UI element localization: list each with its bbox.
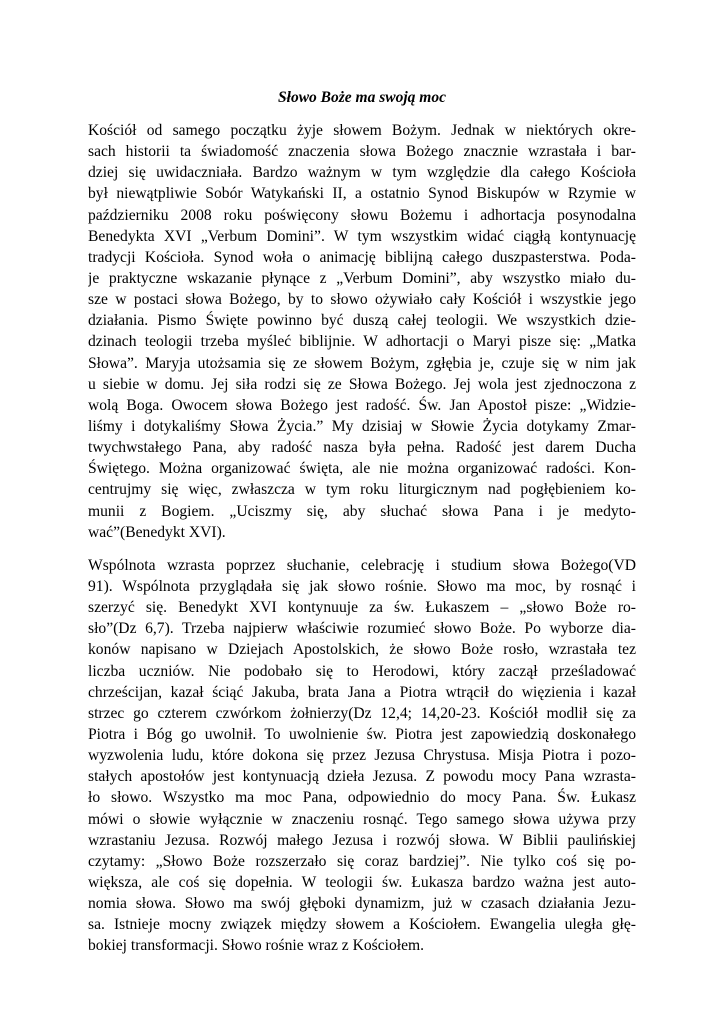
document-body xyxy=(88,120,636,956)
text-line: czytamy: „Słowo Boże rozszerzało się coraz bardziej”. Nie tylko coś się po- xyxy=(88,852,636,870)
text-line: Świętego. Można organizować święta, ale nie można organizować radości. Kon- xyxy=(88,460,636,478)
text-line: liśmy i dotykaliśmy Słowa Życia.” My dzisiaj w Słowie Życia dotykamy Zmar- xyxy=(88,417,636,435)
text-line: stałych apostołów jest kontynuacją dzieła Jezusa. Z powodu mocy Pana wzrasta- xyxy=(88,768,636,786)
text-line: wzrastaniu Jezusa. Rozwój małego Jezusa i rozwój słowa. W Biblii paulińskiej xyxy=(88,831,636,849)
text-line: sach historii ta świadomość znaczenia słowa Bożego znacznie wzrastała i bar- xyxy=(88,143,636,161)
text-line: Piotra i Bóg go uwolnił. To uwolnienie św. Piotra jest zapowiedzią doskonałego xyxy=(88,725,636,743)
text-line: twychwstałego Pana, aby radość nasza była pełna. Radość jest darem Ducha xyxy=(88,439,636,457)
text-line: strzec go czterem czwórkom żołnierzy(Dz 12,4; 14,20-23. Kościół modlił się za xyxy=(88,704,636,722)
text-line: centrujmy się więc, zwłaszcza w tym roku liturgicznym nad pogłębieniem ko- xyxy=(88,481,636,499)
text-line: sło”(Dz 6,7). Trzeba najpierw właściwie rozumieć słowo Boże. Po wyborze dia- xyxy=(88,620,636,638)
text-line: Benedykta XVI „Verbum Domini”. W tym wszystkim widać ciągłą kontynuację xyxy=(88,227,636,245)
text-line: większa, ale coś się dopełnia. W teologii św. Łukasza bardzo ważna jest auto- xyxy=(88,873,636,891)
text-line: sa. Istnieje mocny związek między słowem a Kościołem. Ewangelia uległa głę- xyxy=(88,916,636,934)
text-line: wyzwolenia ludu, które dokona się przez Jezusa Chrystusa. Misja Piotra i pozo- xyxy=(88,747,636,765)
text-line: bokiej transformacji. Słowo rośnie wraz z Kościołem. xyxy=(88,937,425,955)
text-line: munii z Bogiem. „Uciszmy się, aby słuchać słowa Pana i je medyto- xyxy=(88,502,636,520)
text-line: był niewątpliwie Sobór Watykański II, a ostatnio Synod Biskupów w Rzymie w xyxy=(88,185,636,203)
text-line: szerzyć się. Benedykt XVI kontynuuje za św. Łukaszem – „słowo Boże ro- xyxy=(88,599,636,617)
text-line: 91). Wspólnota przyglądała się jak słowo rośnie. Słowo ma moc, by rosnąć i xyxy=(88,577,636,595)
paragraph-2 xyxy=(88,555,636,957)
text-line: Kościół od samego początku żyje słowem Bożym. Jednak w niektórych okre- xyxy=(88,122,636,139)
text-line: wać”(Benedykt XVI). xyxy=(88,523,226,541)
text-line: sze w postaci słowa Bożego, by to słowo ożywiało cały Kościół i wszystkie jego xyxy=(88,291,636,309)
text-line: dzinach teologii trzeba myśleć biblijnie. W adhortacji o Maryi pisze się: „Matka xyxy=(88,333,636,351)
text-line: je praktyczne wskazanie płynące z „Verbum Domini”, aby wszystko miało du- xyxy=(88,269,636,287)
text-line: liczba uczniów. Nie podobało się to Herodowi, który zaczął prześladować xyxy=(88,662,636,680)
text-line: ło słowo. Wszystko ma moc Pana, odpowiednio do mocy Pana. Św. Łukasz xyxy=(88,789,636,807)
text-line: konów napisano w Dziejach Apostolskich, że słowo Boże rosło, wzrastała tez xyxy=(88,641,636,659)
text-line: Słowa”. Maryja utożsamia się ze słowem Bożym, zgłębia je, czuje się w nim jak xyxy=(88,354,636,372)
document-title: Słowo Boże ma swoją moc xyxy=(278,89,446,106)
text-line: chrześcijan, kazał ściąć Jakuba, brata Jana a Piotra wtrącił do więzienia i kazał xyxy=(88,683,636,701)
text-line: nomia słowa. Słowo ma swój głęboki dynamizm, już w czasach działania Jezu- xyxy=(88,895,636,913)
text-line: wolą Boga. Owocem słowa Bożego jest radość. Św. Jan Apostoł pisze: „Widzie- xyxy=(88,396,636,414)
text-line: u siebie w domu. Jej siła rodzi się ze Słowa Bożego. Jej wola jest zjednoczona z xyxy=(88,375,636,393)
text-line: październiku 2008 roku poświęcony słowu Bożemu i adhortacja posynodalna xyxy=(88,206,636,224)
text-line: działania. Pismo Święte powinno być duszą całej teologii. We wszystkich dzie- xyxy=(88,312,636,330)
text-line: dziej się uwidaczniała. Bardzo ważnym w tym względzie dla całego Kościoła xyxy=(88,164,636,182)
text-line: Wspólnota wzrasta poprzez słuchanie, celebrację i studium słowa Bożego(VD xyxy=(88,556,636,574)
text-line: mówi o słowie wyłącznie w znaczeniu rosnąć. Tego samego słowa używa przy xyxy=(88,810,636,828)
text-line: tradycji Kościoła. Synod woła o animację biblijną całego duszpasterstwa. Poda- xyxy=(88,248,636,266)
paragraph-1 xyxy=(88,120,636,543)
